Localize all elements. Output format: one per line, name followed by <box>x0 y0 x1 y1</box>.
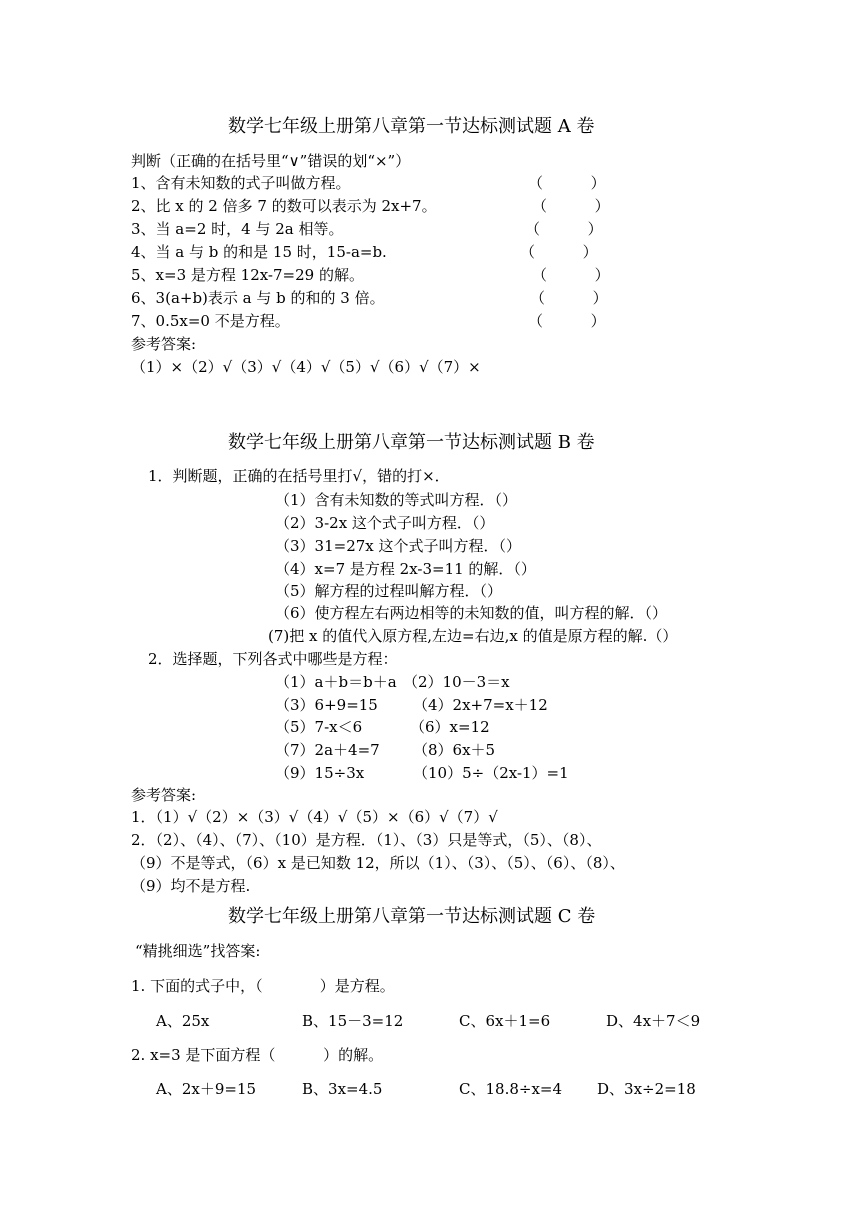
section-c-q1: 1. 下面的式子中，（ ）是方程。 <box>131 977 395 995</box>
section-c-q2: 2. x=3 是下面方程（ ）的解。 <box>131 1046 384 1064</box>
section-b-q2-option-8: （8）6x＋5 <box>413 741 496 759</box>
section-a-instruction: 判断（正确的在括号里“∨”错误的划“×”） <box>131 152 411 170</box>
section-a-answer: （1）×（2）√（3）√（4）√（5）√（6）√（7）× <box>131 358 481 376</box>
section-b-q2-option-9: （9）15÷3x <box>275 764 365 782</box>
section-b-title: 数学七年级上册第八章第一节达标测试题 B 卷 <box>228 432 595 453</box>
section-c-q1-option-a: A、25x <box>156 1012 210 1030</box>
section-a-item-4: 4、当 a 与 b 的和是 15 时，15-a=b. <box>131 243 387 261</box>
answer-blank-4: （ ） <box>520 243 598 261</box>
section-a-item-5: 5、x=3 是方程 12x-7=29 的解。 <box>131 266 364 284</box>
answer-blank-7: （ ） <box>528 312 606 330</box>
section-c-q1-option-c: C、6x＋1=6 <box>459 1012 551 1030</box>
section-b-q2-option-3: （3）6+9=15 <box>275 696 378 714</box>
section-c-q2-option-c: C、18.8÷x=4 <box>459 1080 563 1098</box>
section-b-q2-option-7: （7）2a＋4=7 <box>275 741 380 759</box>
section-b-q2-option-5: （5）7-x＜6 <box>275 718 363 736</box>
section-c-q2-option-b: B、3x=4.5 <box>302 1080 383 1098</box>
section-b-answer-line-3: （9）不是等式，（6）x 是已知数 12，所以（1）、（3）、（5）、（6）、（8）、 <box>131 854 625 872</box>
answer-blank-6: （ ） <box>530 289 608 307</box>
section-b-q2-option-10: （10）5÷（2x-1）=1 <box>413 764 569 782</box>
section-a-item-7: 7、0.5x=0 不是方程。 <box>131 312 290 330</box>
section-b-q2-option-6: （6）x=12 <box>410 718 490 736</box>
section-b-answer-line-2: 2．（2）、（4）、（7）、（10）是方程．（1）、（3）只是等式，（5）、（8）、 <box>131 831 602 849</box>
answer-blank-2: （ ） <box>532 197 610 215</box>
section-a-title: 数学七年级上册第八章第一节达标测试题 A 卷 <box>228 116 595 137</box>
answer-blank-3: （ ） <box>525 220 603 238</box>
section-c-instruction: “精挑细选”找答案: <box>135 942 261 960</box>
section-a-answer-label: 参考答案: <box>131 335 197 353</box>
section-b-q2: 2．选择题，下列各式中哪些是方程： <box>148 650 398 668</box>
section-b-answer-line-1: 1．（1）√（2）×（3）√（4）√（5）×（6）√（7）√ <box>131 808 498 826</box>
section-b-q1-item-4: （4）x=7 是方程 2x-3=11 的解．（） <box>275 560 536 578</box>
section-b-q1-item-3: （3）31=27x 这个式子叫方程．（） <box>275 537 522 555</box>
section-a-item-1: 1、含有未知数的式子叫做方程。 <box>131 174 351 192</box>
section-a-item-6: 6、3(a+b)表示 a 与 b 的和的 3 倍。 <box>131 289 385 307</box>
section-c-q1-option-b: B、15－3=12 <box>302 1012 404 1030</box>
section-b-q1: 1．判断题，正确的在括号里打√，错的打×． <box>148 467 450 485</box>
section-a-item-3: 3、当 a=2 时，4 与 2a 相等。 <box>131 220 344 238</box>
section-b-q2-option-2: （2）10－3＝x <box>403 673 510 691</box>
section-b-q1-item-7: (7)把 x 的值代入原方程,左边=右边,x 的值是原方程的解.（） <box>268 627 678 645</box>
answer-blank-5: （ ） <box>532 266 610 284</box>
section-b-q1-item-6: （6）使方程左右两边相等的未知数的值，叫方程的解．（） <box>275 604 668 622</box>
section-b-answer-label: 参考答案: <box>131 786 197 804</box>
section-c-q2-option-d: D、3x÷2=18 <box>597 1080 696 1098</box>
section-c-q1-option-d: D、4x＋7＜9 <box>606 1012 701 1030</box>
section-b-answer-line-4: （9）均不是方程. <box>131 877 251 895</box>
section-b-q1-item-1: （1）含有未知数的等式叫方程．（） <box>275 491 518 509</box>
answer-blank-1: （ ） <box>528 174 606 192</box>
section-a-item-2: 2、比 x 的 2 倍多 7 的数可以表示为 2x+7。 <box>131 197 437 215</box>
section-b-q2-option-1: （1）a＋b＝b＋a <box>275 673 397 691</box>
section-b-q1-item-2: （2）3-2x 这个式子叫方程．（） <box>275 514 495 532</box>
section-b-q2-option-4: （4）2x+7=x＋12 <box>413 696 548 714</box>
section-b-q1-item-5: （5）解方程的过程叫解方程．（） <box>275 582 503 600</box>
section-c-title: 数学七年级上册第八章第一节达标测试题 C 卷 <box>228 906 596 927</box>
section-c-q2-option-a: A、2x＋9=15 <box>156 1080 257 1098</box>
